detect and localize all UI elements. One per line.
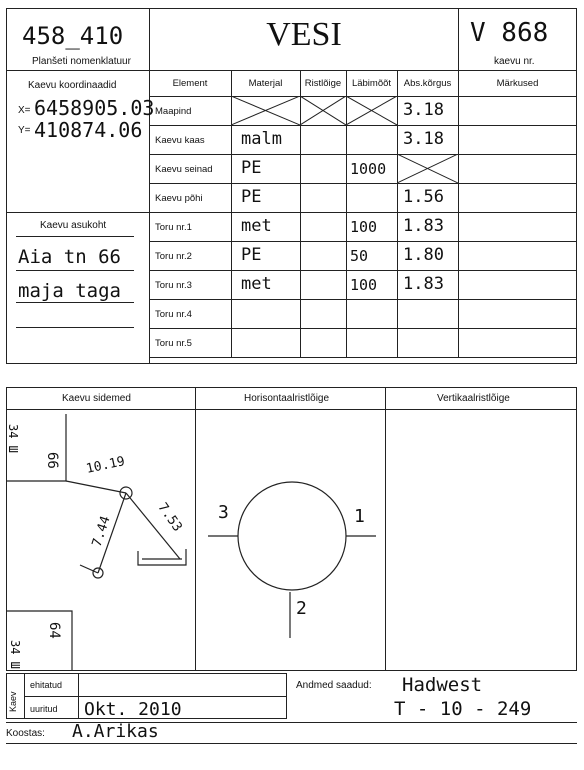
table-element-label: Toru nr.2 [155,251,192,262]
table-header-cell: Abs.kõrgus [403,78,452,89]
location-label: Kaevu asukoht [40,220,107,231]
pipe-1-label: 1 [354,506,365,527]
table-material-value: malm [241,129,282,149]
table-column-line [397,70,398,357]
author-label: Koostas: [6,728,45,739]
building-top-number: 66 [44,452,60,469]
well-label: Kaev [8,691,18,712]
table-diameter-value: 50 [350,247,369,265]
table-row-line [149,241,577,242]
table-row-line [149,125,577,126]
table-element-label: Kaevu kaas [155,135,205,146]
table-element-label: Toru nr.5 [155,338,192,349]
table-header-cell: Materjal [248,78,283,89]
distance-2: 7.53 [154,500,185,535]
table-element-label: Kaevu seinad [155,164,213,175]
well-number-value: V 868 [470,18,549,48]
table-element-label: Toru nr.3 [155,280,192,291]
crossed-out-cell [397,154,458,183]
crossed-out-cell [346,96,397,125]
table-abs-value: 3.18 [403,129,444,149]
well-info-midline [24,696,287,697]
table-material-value: met [241,274,272,294]
data-source-value-2: T - 10 - 249 [394,698,532,720]
table-row-line [149,270,577,271]
surveyed-label: uuritud [30,704,58,714]
table-element-label: Kaevu põhi [155,193,203,204]
nomenclature-label: Planšeti nomenklatuur [32,56,131,67]
crossed-out-cell [300,96,346,125]
table-material-value: PE [241,158,262,178]
author-bottom-line [6,743,577,744]
table-row-line [149,183,577,184]
header-divider-2 [458,8,459,70]
table-header-cell: Märkused [496,78,539,89]
data-source-value-1: Hadwest [402,674,483,696]
pipe-3-label: 3 [218,502,229,523]
y-prefix: Y= [18,125,31,136]
x-coordinate-value: 6458905.03 [34,96,155,120]
table-element-label: Toru nr.4 [155,309,192,320]
location-label-line [16,236,134,237]
nomenclature-value: 458_410 [22,22,124,50]
horizontal-section-label: Horisontaalristlõige [244,393,330,404]
location-line-2: maja taga [18,280,121,302]
table-abs-value: 1.80 [403,245,444,265]
vertical-section-label: Vertikaalristlõige [437,393,510,404]
table-element-label: Toru nr.1 [155,222,192,233]
built-label: ehitatud [30,680,63,690]
table-header-cell: Element [172,78,208,89]
building-bottom-number: 64 [46,622,62,639]
author-value: A.Arikas [72,721,159,742]
location-rule-2 [16,302,134,303]
horizontal-section-drawing [196,410,384,670]
table-material-value: PE [241,187,262,207]
building-bottom-label: 34 Ш [8,640,22,669]
header-bottom-line [6,70,577,71]
surveyed-value: Okt. 2010 [84,699,182,720]
table-column-line [458,70,459,357]
table-abs-value: 1.83 [403,216,444,236]
table-row-line [149,328,577,329]
location-rule-3 [16,327,134,328]
pipe-2-label: 2 [296,598,307,619]
table-row-line [149,299,577,300]
table-row-line [149,357,577,358]
table-row-line [149,154,577,155]
measure-line-1 [66,481,126,493]
table-diameter-value: 1000 [350,160,387,178]
distance-1: 10.19 [84,454,127,477]
well-circle [238,482,346,590]
table-row-line [149,212,577,213]
crossed-out-cell [231,96,300,125]
data-source-label: Andmed saadud: [296,680,372,691]
location-top-line [6,212,149,213]
table-diameter-value: 100 [350,276,378,294]
table-diameter-value: 100 [350,218,378,236]
location-rule-1 [16,270,134,271]
sketch-divider-2 [385,387,386,671]
header-divider-1 [149,8,150,364]
location-line-1: Aia tn 66 [18,246,121,268]
table-header-cell: Läbimõõt [351,78,392,89]
building-top-label: 34 Ш [6,424,20,453]
table-material-value: met [241,216,272,236]
table-abs-value: 1.56 [403,187,444,207]
table-abs-value: 3.18 [403,100,444,120]
connections-label: Kaevu sidemed [62,393,131,404]
table-element-label: Maapind [155,106,192,117]
form-title: VESI [266,16,342,53]
well-number-label: kaevu nr. [494,56,535,67]
x-prefix: X= [18,105,31,116]
table-material-value: PE [241,245,262,265]
distance-3: 7.44 [89,514,114,549]
table-header-cell: Ristlõige [304,78,342,89]
coordinates-label: Kaevu koordinaadid [28,80,117,91]
table-abs-value: 1.83 [403,274,444,294]
y-coordinate-value: 410874.06 [34,118,143,142]
